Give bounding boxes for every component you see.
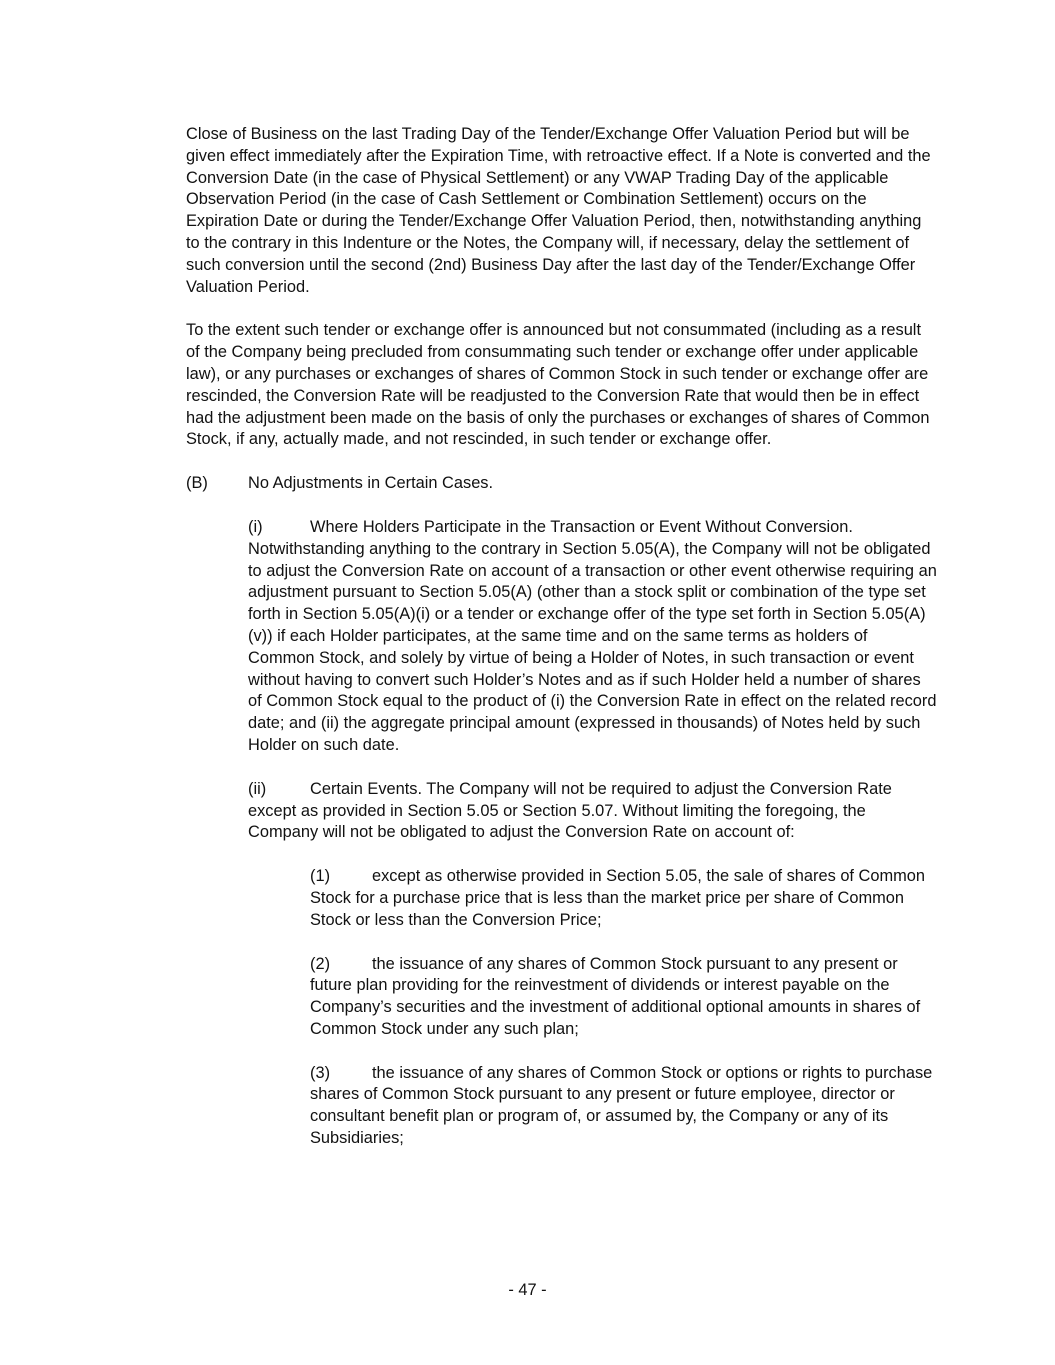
paragraph-tender-offer: To the extent such tender or exchange offer is announced but not consummated (including as a result of the Company being precluded from consummating such tender or exchange offer under applicable law), or any purchases or exchanges of shares of Common Stock in such tender or exchange offer are rescinded, the Conversion Rate will be readjusted to the Conversion Rate that would then be in effect had the adjustment been made on the basis of only the purchases or exchanges of shares of Common Stock, if any, actually made, and not rescinded, in such tender or exchange offer. <box>186 321 930 449</box>
sub-item <box>248 1063 938 1150</box>
item-i-paragraph <box>186 517 938 757</box>
paragraph-continuation: Close of Business on the last Trading Day of the Tender/Exchange Offer Valuation Period but will be given effect immediately after the Expiration Time, with retroactive effect. If a Note is converted and the Conversion Date (in the case of Physical Settlement) or any VWAP Trading Day of the applicable Observation Period (in the case of Cash Settlement or Combination Settlement) occurs on the Expiration Date or during the Tender/Exchange Offer Valuation Period, then, notwithstanding anything to the contrary in this Indenture or the Notes, the Company will, if necessary, delay the settlement of such conversion until the second (2nd) Business Day after the last day of the Tender/Exchange Offer Valuation Period. <box>186 125 931 296</box>
item-ii-text: Certain Events. The Company will not be required to adjust the Conversion Rate except as provided in Section 5.05 or Section 5.07. Without limiting the foregoing, the Company will not be obligated to adjust the Conversion Rate on account of: <box>248 779 892 842</box>
section-b-title: No Adjustments in Certain Cases. <box>248 474 494 493</box>
item-ii-paragraph <box>186 779 938 844</box>
sub-item-text: except as otherwise provided in Section 5.05, the sale of shares of Common Stock for a purchase price that is less than the market price per share of Common Stock or less than the Conversion Price; <box>310 867 926 929</box>
item-ii-label: (ii) <box>248 779 267 798</box>
sub-item-label: (3) <box>310 1063 331 1082</box>
sub-item-list <box>248 866 938 1150</box>
page-number: - 47 - <box>508 1281 547 1299</box>
sub-item-label: (2) <box>310 954 331 973</box>
sub-item <box>248 954 938 1041</box>
document-body <box>186 124 938 1172</box>
section-b-label: (B) <box>186 474 208 493</box>
sub-item-text: the issuance of any shares of Common Stock or options or rights to purchase shares of Common Stock pursuant to any present or future employee, director or consultant benefit plan or program of, or assumed by, the Company or any of its Subsidiaries; <box>310 1063 933 1148</box>
item-i-text: Where Holders Participate in the Transaction or Event Without Conversion. Notwithstanding anything to the contrary in Section 5.05(A), the Company will not be obligated to adjust the Conversion Rate on account of a transaction or other event otherwise requiring an adjustment pursuant to Section 5.05(A) (other than a stock split or combination of the type set forth in Section 5.05(A)(i) or a tender or exchange offer of the type set forth in Section 5.05(A)(v)) if each Holder participates, at the same time and on the same terms as holders of Common Stock, and solely by virtue of being a Holder of Notes, in such transaction or event without having to convert such Holder’s Notes and as if such Holder held a number of shares of Common Stock equal to the product of (i) the Conversion Rate in effect on the related record date; and (ii) the aggregate principal amount (expressed in thousands) of Notes held by such Holder on such date. <box>248 517 937 754</box>
sub-item-text: the issuance of any shares of Common Stock pursuant to any present or future plan providing for the reinvestment of dividends or interest payable on the Company’s securities and the investment of additional optional amounts in shares of Common Stock under any such plan; <box>310 954 921 1038</box>
section-b-heading <box>186 473 938 495</box>
item-i-label: (i) <box>248 517 263 536</box>
sub-item-label: (1) <box>310 867 331 886</box>
sub-item <box>248 866 938 931</box>
